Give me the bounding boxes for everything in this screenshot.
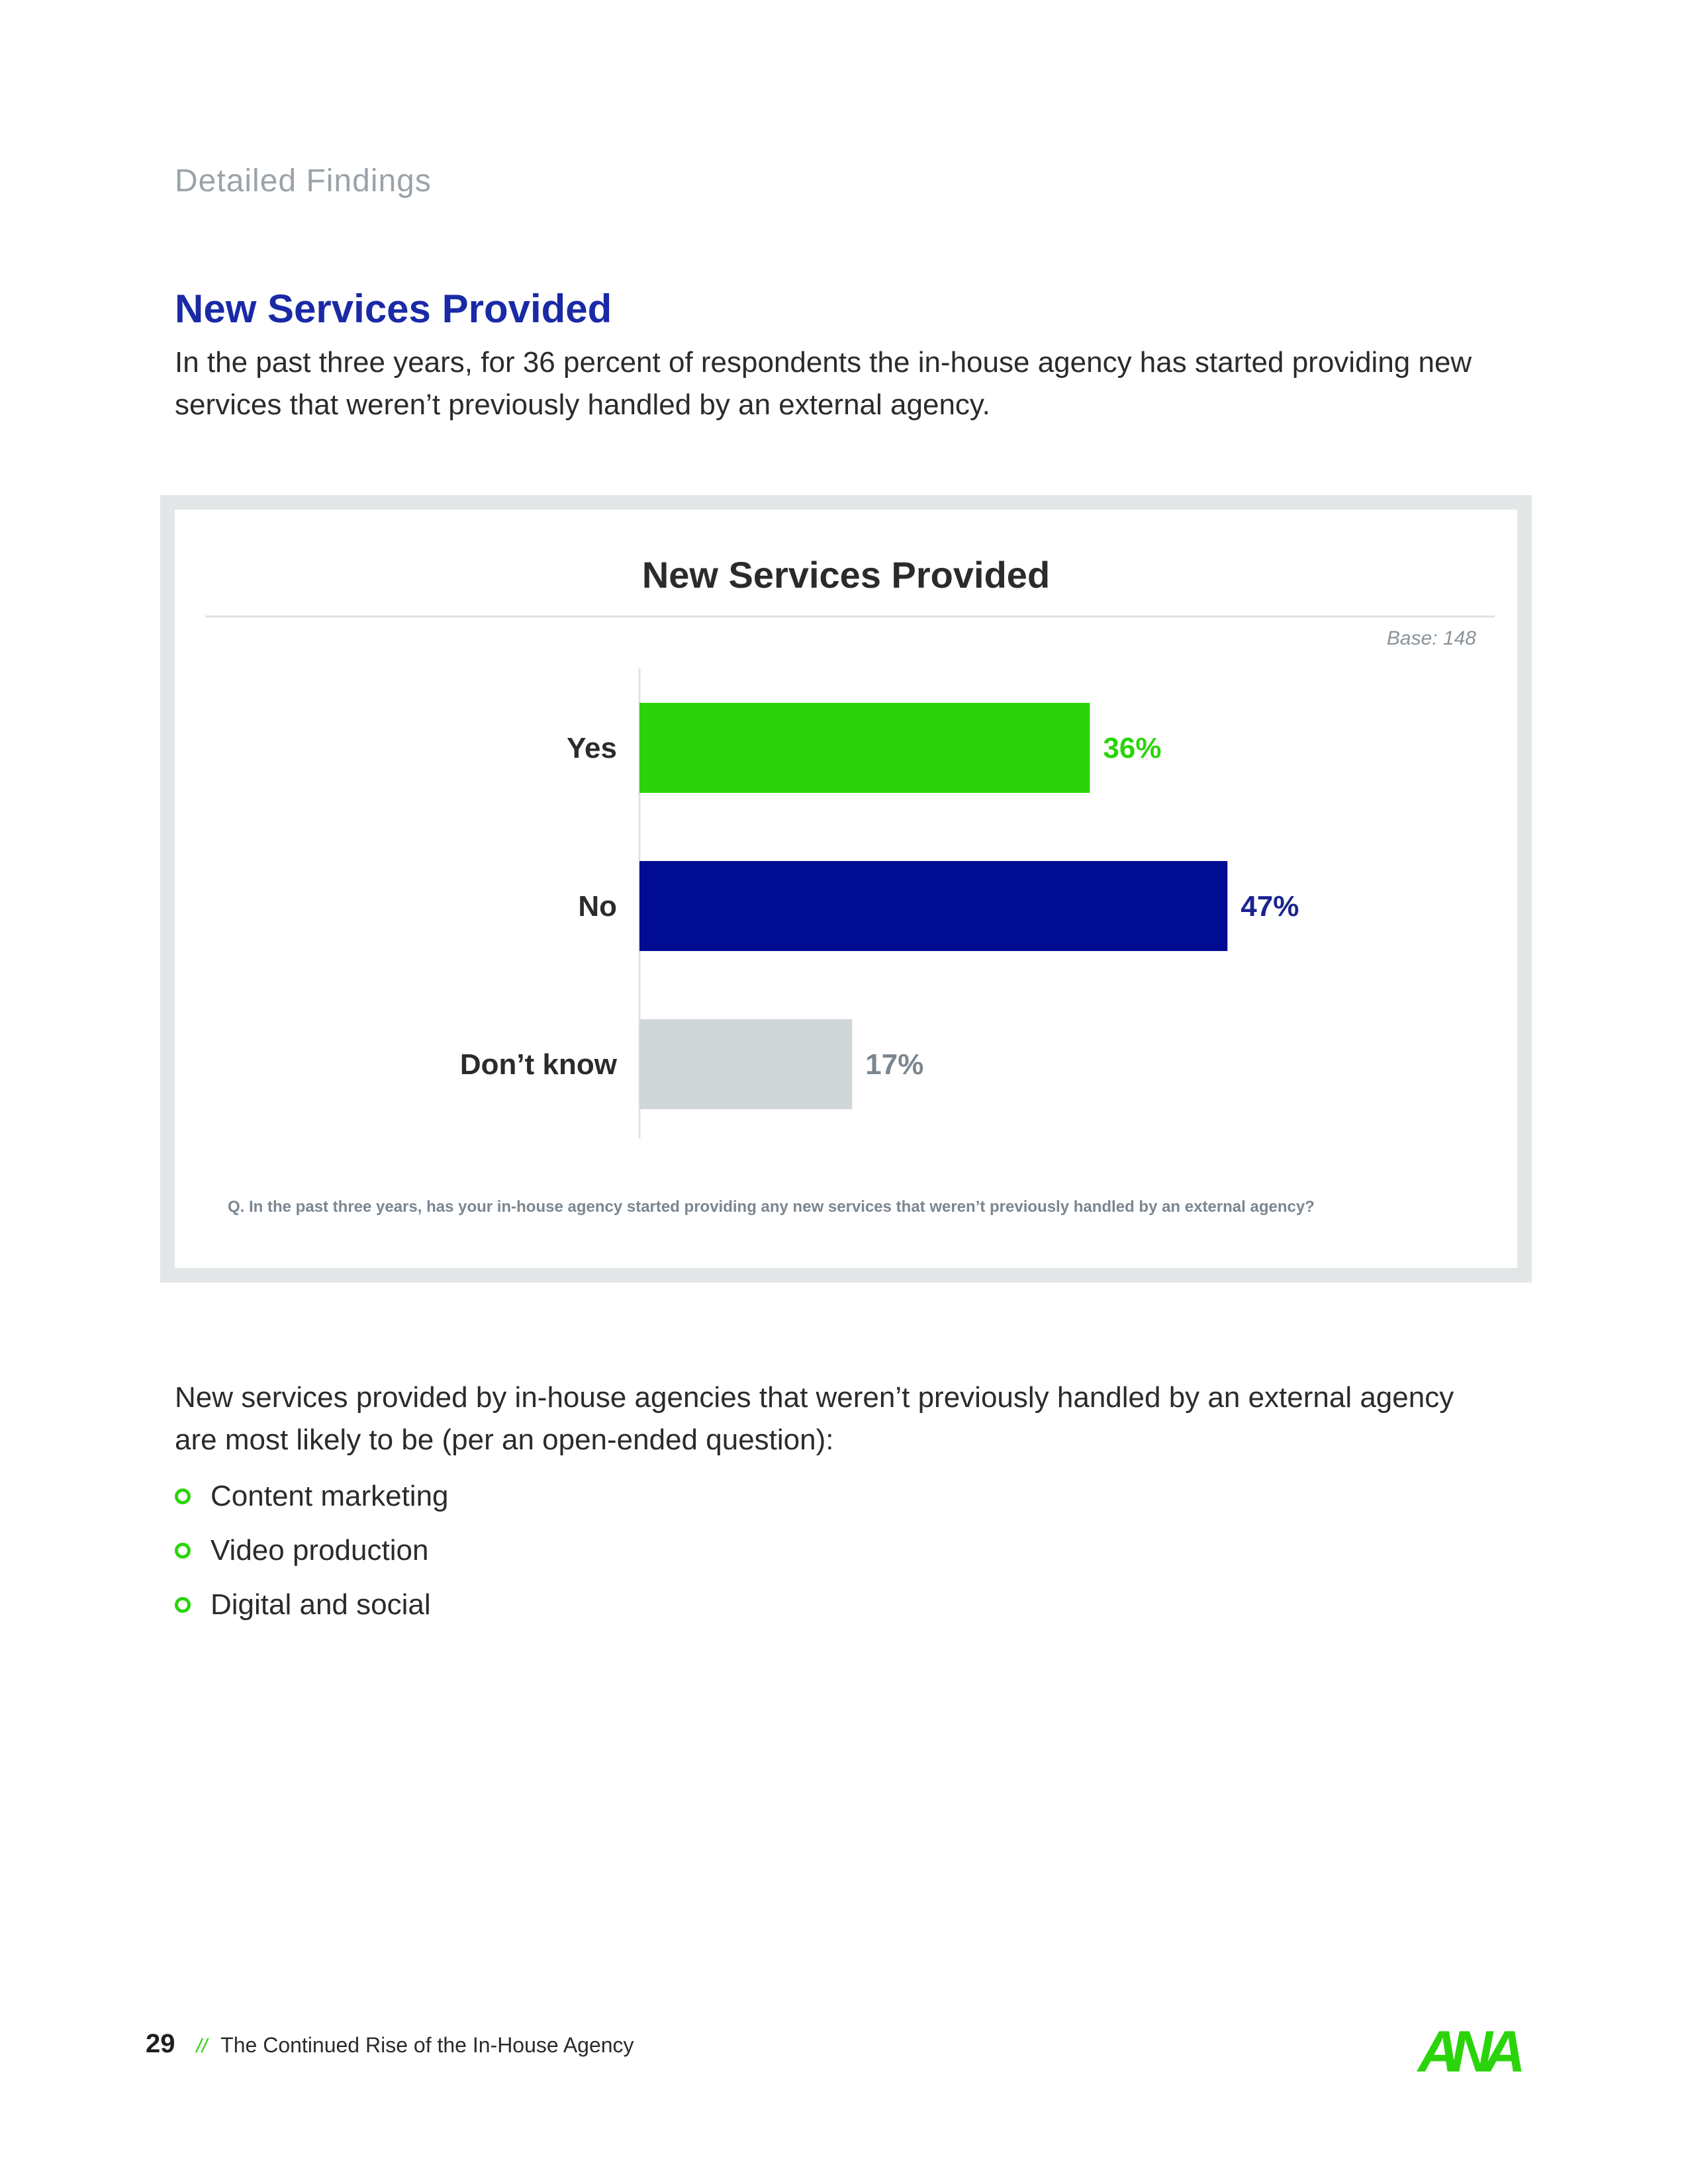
bullet-item xyxy=(175,1469,449,1524)
bullet-label: Digital and social xyxy=(211,1588,431,1621)
value-label: 47% xyxy=(1241,890,1299,923)
ana-logo-text: ANA xyxy=(1418,2019,1517,2081)
category-label: Yes xyxy=(567,732,617,764)
bar xyxy=(639,861,1227,951)
value-label: 36% xyxy=(1103,732,1162,764)
section-label: Detailed Findings xyxy=(175,163,432,199)
bullet-ring-icon xyxy=(175,1597,191,1613)
bullet-label: Content marketing xyxy=(211,1480,449,1512)
footer xyxy=(146,2029,634,2059)
bullet-item xyxy=(175,1524,449,1578)
bar xyxy=(639,1019,852,1109)
bullet-ring-icon xyxy=(175,1488,191,1504)
intro-paragraph: In the past three years, for 36 percent of respondents the in-house agency has started providing new services that weren’t previously handled by an external agency. xyxy=(175,346,1472,421)
bar xyxy=(639,703,1090,793)
value-label: 17% xyxy=(865,1048,924,1081)
category-label: No xyxy=(578,890,617,923)
body-paragraph: New services provided by in-house agencies that weren’t previously handled by an external agency are most likely to be (per an open-ended question): xyxy=(175,1381,1454,1456)
page-title: New Services Provided xyxy=(175,287,612,331)
bullet-label: Video production xyxy=(211,1534,429,1567)
bar-chart xyxy=(175,510,1517,1268)
bullet-list xyxy=(175,1469,449,1632)
chart-title: New Services Provided xyxy=(641,554,1051,596)
category-label: Don’t know xyxy=(459,1048,617,1081)
chart-question: Q. In the past three years, has your in-house agency started providing any new services that weren’t previously handled by an external agency? xyxy=(228,1198,1315,1216)
footer-separator: // xyxy=(196,2035,208,2057)
chart-panel xyxy=(175,510,1517,1268)
page-number: 29 xyxy=(146,2029,175,2058)
bullet-ring-icon xyxy=(175,1543,191,1559)
publication-title: The Continued Rise of the In-House Agency xyxy=(220,2033,634,2057)
bullet-item xyxy=(175,1578,449,1632)
ana-logo xyxy=(1417,2015,1523,2081)
chart-base-note: Base: 148 xyxy=(1386,627,1476,649)
chart-frame xyxy=(160,495,1532,1283)
